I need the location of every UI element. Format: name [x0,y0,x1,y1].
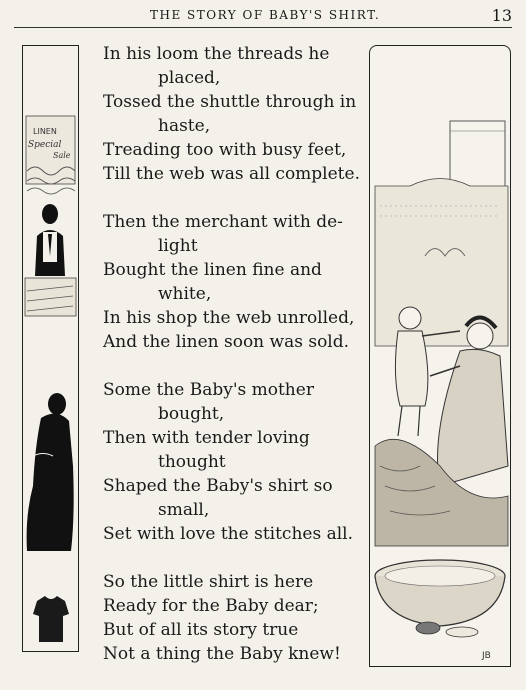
artist-monogram: JB [482,651,491,661]
sign-text-special: Special [28,140,62,150]
baby-shirt-illustration [33,596,69,642]
mother-sewing-silhouette [27,393,74,551]
poem-line: bought, [158,404,225,424]
poem-line: Set with love the stitches all. [103,524,353,544]
poem-line: So the little shirt is here [103,572,314,592]
mother-and-baby-illustration [369,45,511,667]
poem-line: Bought the linen fine and [103,260,322,280]
poem-line: Till the web was all complete. [103,164,360,184]
poem-line: Then the merchant with de- [103,212,343,232]
poem-line: Shaped the Baby's shirt so [103,476,333,496]
stanza-1 [103,42,360,186]
linen-sign-illustration [26,116,75,194]
poem-line: light [158,236,198,256]
poem-line: But of all its story true [103,620,299,640]
page-number: 13 [491,6,512,25]
poem-line: thought [158,452,226,472]
sign-text-sale: Sale [53,151,71,160]
poem-line: white, [158,284,212,304]
poem-line: Ready for the Baby dear; [103,596,319,616]
left-vignette-strip [22,45,79,652]
poem-line: Then with tender loving [103,428,310,448]
poem-line: small, [158,500,210,520]
stanza-4 [103,570,353,666]
poem [103,42,360,690]
poem-line: placed, [158,68,221,88]
poem-line: In his shop the web unrolled, [103,308,355,328]
sign-text-linen: LINEN [33,127,57,136]
header-rule [14,27,512,28]
stanza-2 [103,210,353,354]
page-header [0,0,526,30]
poem-line: In his loom the threads he [103,44,330,64]
running-title: THE STORY OF BABY'S SHIRT. [150,8,381,22]
mother-baby-drawing [370,46,510,666]
poem-line: Tossed the shuttle through in [103,92,357,112]
poem-line: Treading too with busy feet, [103,140,347,160]
merchant-silhouette [25,204,76,316]
poem-line: Some the Baby's mother [103,380,314,400]
poem-line: Not a thing the Baby knew! [103,644,341,664]
vignette-illustrations [23,46,78,651]
poem-line: And the linen soon was sold. [103,332,350,352]
poem-line: haste, [158,116,211,136]
stanza-3 [103,378,353,546]
